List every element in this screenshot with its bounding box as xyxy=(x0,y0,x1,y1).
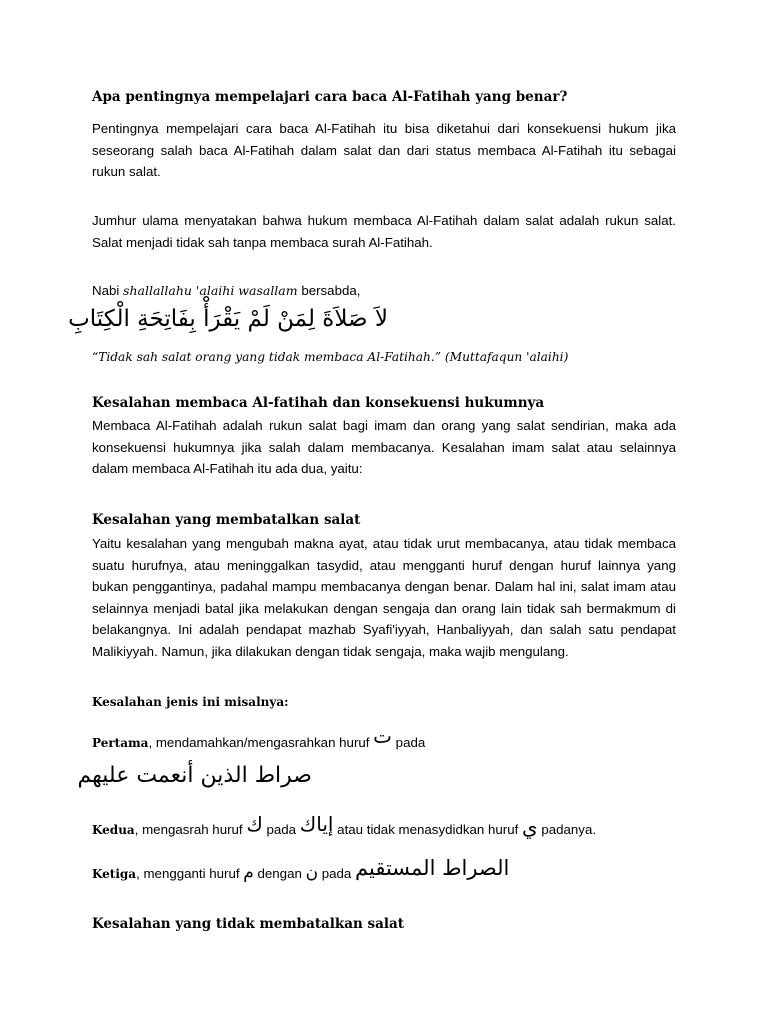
nabi-suffix: bersabda, xyxy=(297,283,361,298)
example-third-label: Ketiga xyxy=(92,867,137,881)
example-second-letter2: ي xyxy=(521,815,538,839)
example-third-letter2: ن xyxy=(305,863,319,883)
example-second xyxy=(92,807,676,847)
example-second-text2: pada xyxy=(262,822,300,837)
nabi-prefix: Nabi xyxy=(92,283,124,298)
example-third-text1: , mengganti huruf xyxy=(136,866,244,881)
example-second-text1: , mengasrah huruf xyxy=(134,822,247,837)
paragraph-invalidating: Yaitu kesalahan yang mengubah makna ayat, atau tidak urut membacanya, atau tidak membaca suatu hurufnya, atau meninggalkan tasydid, atau mengganti huruf dengan huruf lainnya yang bukan penggantinya, padahal mampu membacanya dengan benar. Dalam hal ini, salat imam atau selainnya menjadi batal jika melakukan dengan sengaja dan orang lain tidak sah bermakmum di belakangnya. Ini adalah pendapat mazhab Syafi'iyyah, Hanbaliyyah, dan salah satu pendapat Malikiyyah. Namun, jika dilakukan dengan tidak sengaja, maka wajib mengulang. xyxy=(92,536,676,659)
example-first-label: Pertama xyxy=(92,736,149,750)
paragraph-importance: Pentingnya mempelajari cara baca Al-Fatihah itu bisa diketahui dari konsekuensi hukum jika seseorang salah baca Al-Fatihah dalam salat dan dari status membaca Al-Fatihah itu sebagai rukun salat. xyxy=(92,121,676,179)
example-first-text: , mendamahkan/mengasrahkan huruf xyxy=(148,735,374,750)
example-first-arabic: صراط الذين أنعمت عليهم xyxy=(77,763,312,788)
example-third xyxy=(92,850,676,892)
example-first-pada: pada xyxy=(391,735,426,750)
hadith-translation: “Tidak sah salat orang yang tidak membaca Al-Fatihah.” (Muttafaqun 'alaihi) xyxy=(92,350,569,364)
paragraph-errors: Membaca Al-Fatihah adalah rukun salat bagi imam dan orang yang salat sendirian, maka ada konsekuensi hukumnya jika salah dalam membacanya. Kesalahan imam salat atau selainnya dalam membaca Al-Fatihah itu ada dua, yaitu: xyxy=(92,418,676,476)
section-heading-errors: Kesalahan membaca Al-fatihah dan konsekuensi hukumnya xyxy=(92,395,545,411)
section-heading-invalidating: Kesalahan yang membatalkan salat xyxy=(92,512,361,528)
paragraph-jumhur: Jumhur ulama menyatakan bahwa hukum membaca Al-Fatihah dalam salat adalah rukun salat. Salat menjadi tidak sah tanpa membaca surah Al-Fatihah. xyxy=(92,213,676,250)
example-third-arabic: الصراط المستقيم xyxy=(355,856,510,880)
example-first xyxy=(92,722,676,757)
nabi-honorific: shallallahu 'alaihi wasallam xyxy=(123,283,298,298)
examples-heading: Kesalahan jenis ini misalnya: xyxy=(92,695,289,709)
example-third-letter1: م xyxy=(243,863,254,883)
example-second-text4: padanya. xyxy=(537,822,597,837)
section-heading-non-invalidating: Kesalahan yang tidak membatalkan salat xyxy=(92,916,405,932)
hadith-arabic: لاَ صَلاَةَ لِمَنْ لَمْ يَقْرَأْ بِفَاتِحَةِ الْكِتَابِ xyxy=(68,306,388,332)
example-first-letter: ت xyxy=(373,724,392,748)
example-second-text3: atau tidak menasydidkan huruf xyxy=(333,822,522,837)
example-third-text2: dengan xyxy=(253,866,306,881)
question-heading: Apa pentingnya mempelajari cara baca Al-Fatihah yang benar? xyxy=(92,89,568,105)
example-second-label: Kedua xyxy=(92,823,135,837)
example-second-word: إياك xyxy=(299,812,334,836)
example-third-text3: pada xyxy=(318,866,356,881)
example-second-letter: ك xyxy=(246,812,263,836)
nabi-line xyxy=(92,281,676,301)
